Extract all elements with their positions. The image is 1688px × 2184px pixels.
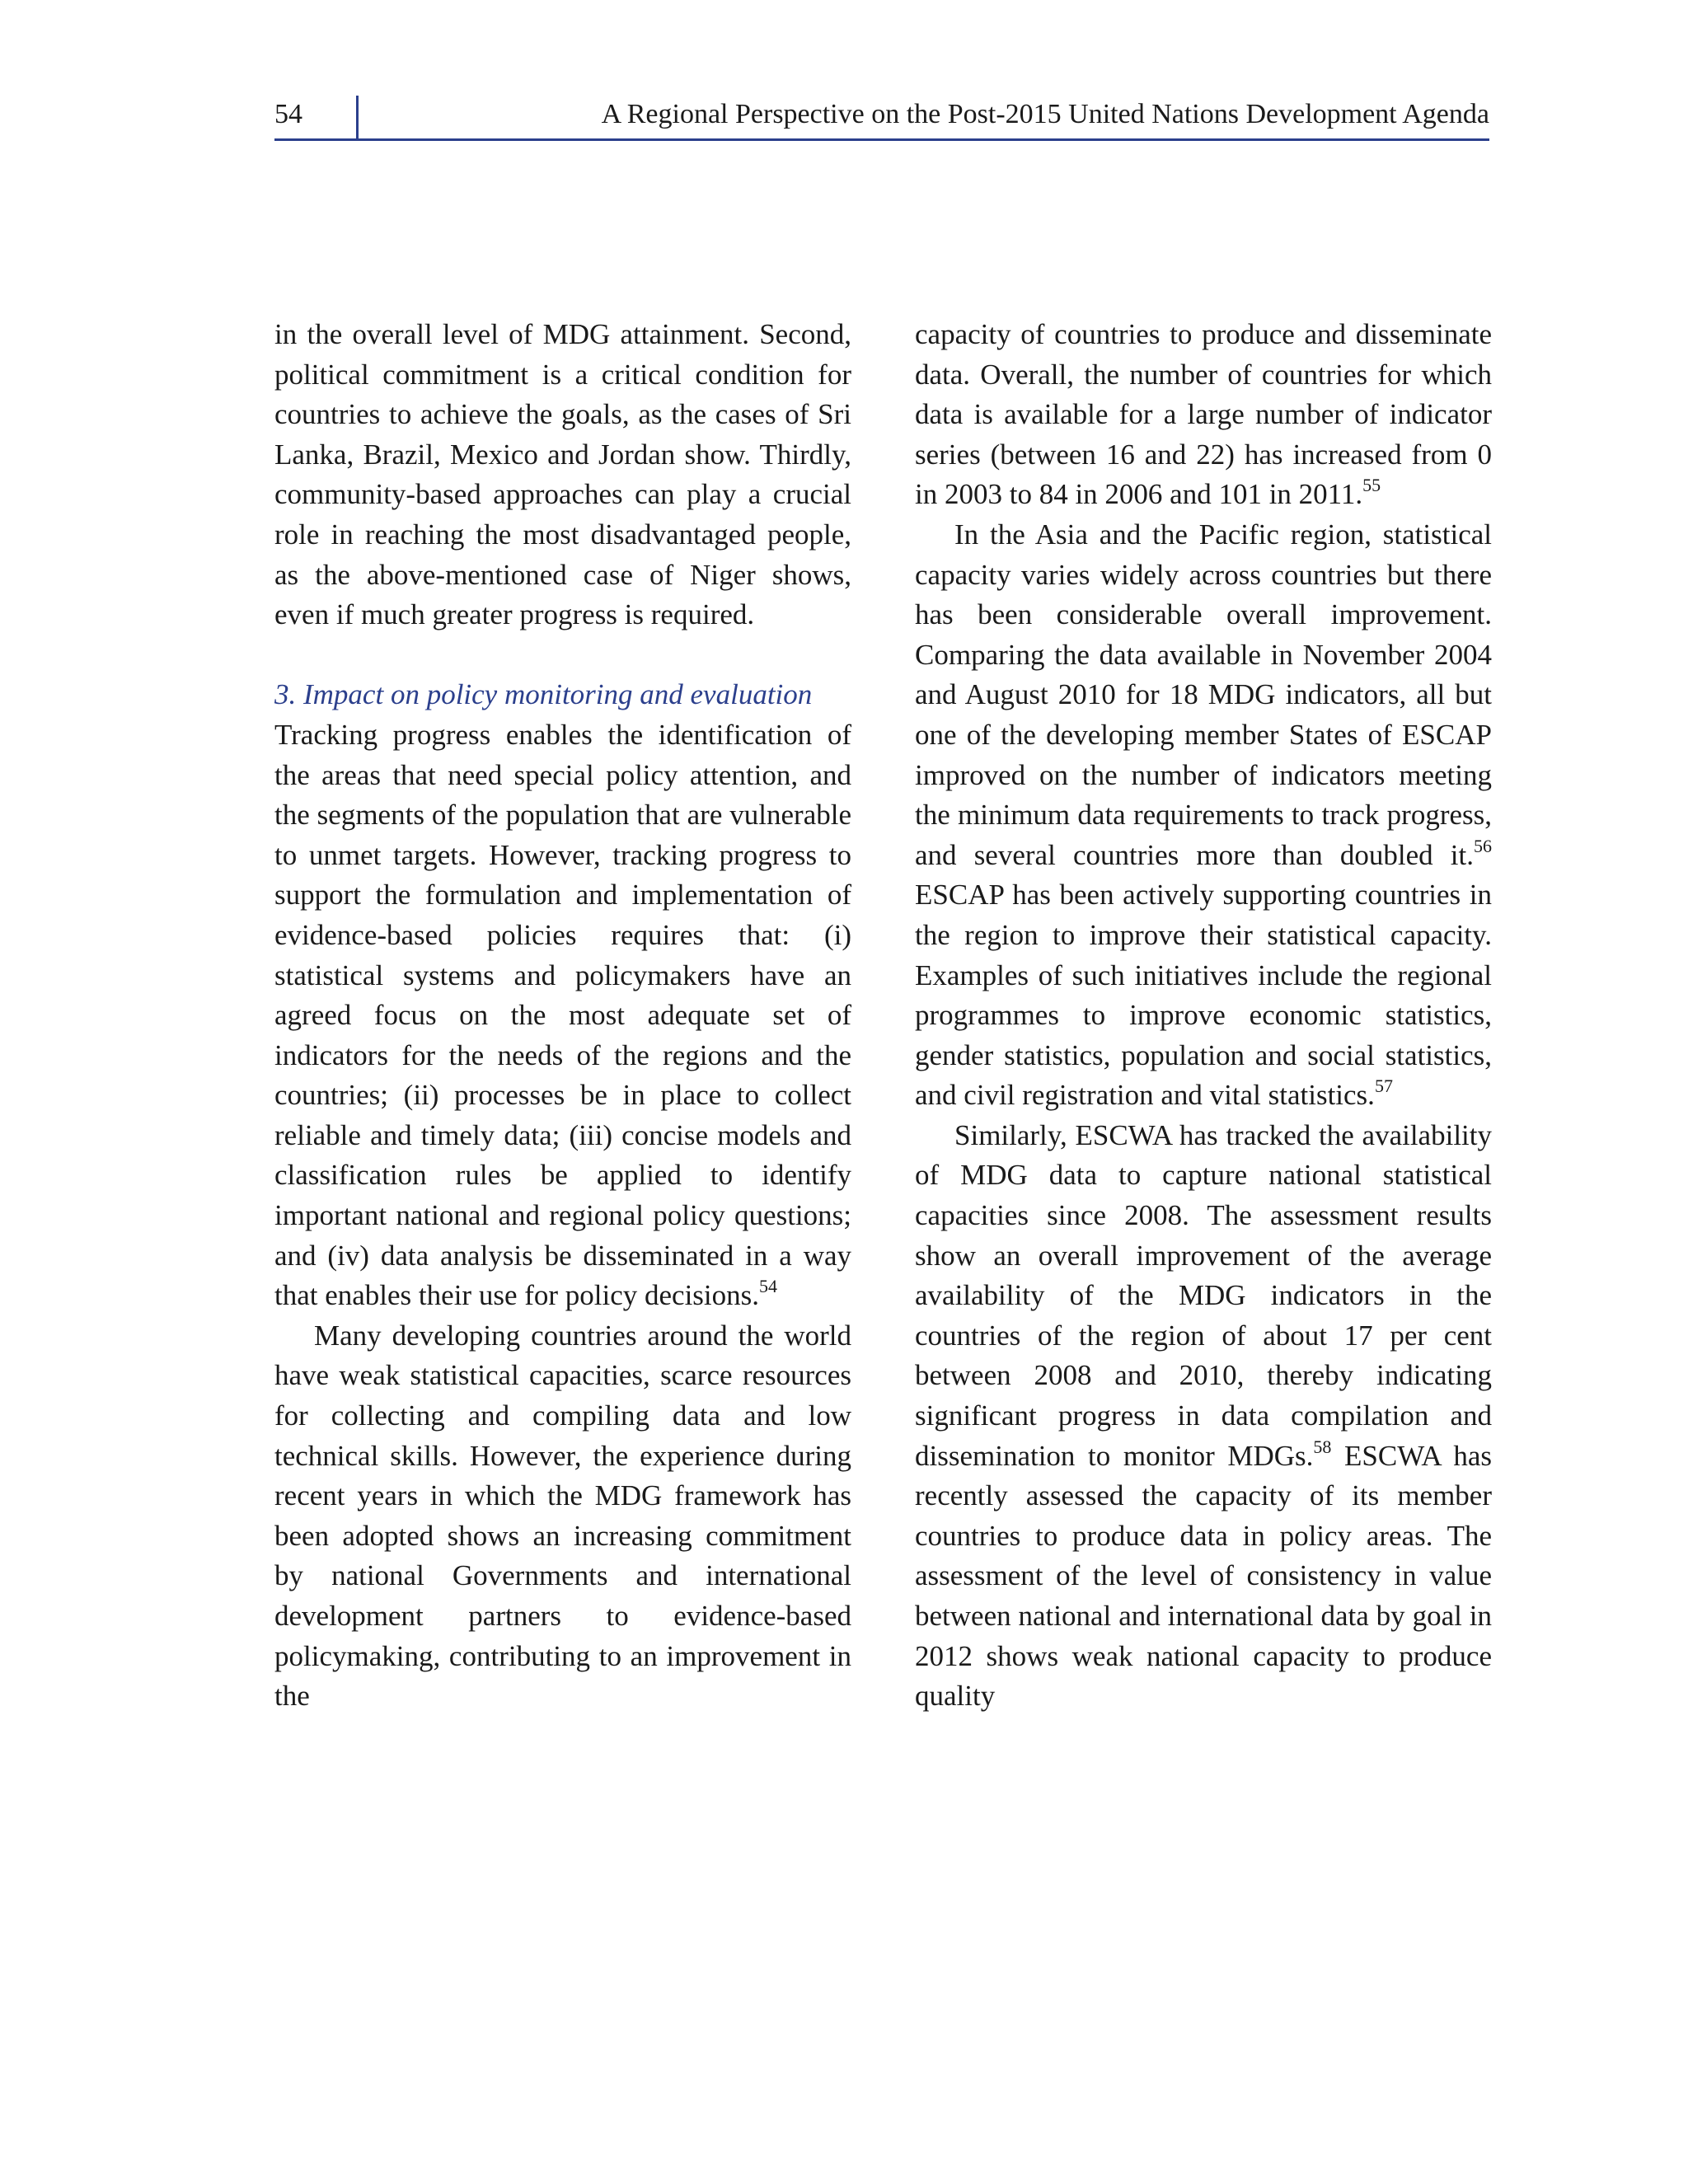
paragraph-text: capacity of countries to produce and disseminate data. Overall, the number of countries for which data is available for a large number of indicator series (between 16 and 22) has increased from 0 in 2003 to 84 in 2006 and 101 in 2011. [915,318,1492,511]
header-divider [356,96,359,141]
footnote-marker: 54 [759,1276,778,1297]
footnote-marker: 56 [1474,835,1492,856]
footnote-marker: 58 [1313,1436,1332,1457]
footnote-marker: 55 [1362,475,1381,496]
page-number: 54 [274,99,302,129]
left-column [274,315,851,1717]
paragraph [274,1316,851,1717]
paragraph [915,1116,1492,1717]
footnote-marker: 57 [1374,1076,1393,1097]
right-column [915,315,1492,1717]
paragraph [915,315,1492,515]
paragraph-text: in the overall level of MDG attainment. Second, political commitment is a critical condition for countries to achieve the goals, as the cases of Sri Lanka, Brazil, Mexico and Jordan show. Thirdly, community-based approaches can play a crucial role in reaching the most disadvantaged people, as the above-mentioned case of Niger shows, even if much greater progress is required. [274,318,851,631]
paragraph-text: Similarly, ESCWA has tracked the availability of MDG data to capture national statistical capacities since 2008. The assessment results show an overall improvement of the average availability of the MDG indicators in the countries of the region of about 17 per cent between 2008 and 2010, thereby indicating significant progress in data compilation and dissemination to monitor MDGs. [915,1118,1492,1472]
section-heading: 3. Impact on policy monitoring and evaluation [274,678,813,711]
paragraph-text: ESCAP has been actively supporting countries in the region to improve their statistical capacity. Examples of such initiatives include the regional programmes to improve economic statistics, gender statistics, population and social statistics, and civil registration and vital statistics. [915,879,1492,1112]
paragraph-text: In the Asia and the Pacific region, statistical capacity varies widely across countries but there has been considerable overall improvement. Comparing the data available in November 2004 and August 2010 for 18 MDG indicators, all but one of the developing member States of ESCAP improved on the number of indicators meeting the minimum data requirements to track progress, and several countries more than doubled it. [915,518,1492,871]
running-title: A Regional Perspective on the Post-2015 United Nations Development Agenda [601,99,1489,129]
page-header [274,91,1489,141]
paragraph [274,715,851,1316]
paragraph-text: ESCWA has recently assessed the capacity of its member countries to produce data in policy areas. The assessment of the level of consistency in value between national and international data by goal in 2012 shows weak national capacity to produce quality [915,1439,1492,1713]
paragraph [915,515,1492,1116]
paragraph-text: Many developing countries around the world have weak statistical capacities, scarce resources for collecting and compiling data and low technical skills. However, the experience during recent years in which the MDG framework has been adopted shows an increasing commitment by national Governments and international development partners to evidence-based policymaking, contributing to an improvement in the [274,1319,851,1713]
paragraph-text: Tracking progress enables the identification of the areas that need special policy attention, and the segments of the population that are vulnerable to unmet targets. However, tracking progress to support the formulation and implementation of evidence-based policies requires that: (i) statistical systems and policymakers have an agreed focus on the most adequate set of indicators for the needs of the regions and the countries; (ii) processes be in place to collect reliable and timely data; (iii) concise models and classification rules be applied to identify important national and regional policy questions; and (iv) data analysis be disseminated in a way that enables their use for policy decisions. [274,718,851,1312]
paragraph [274,315,851,635]
